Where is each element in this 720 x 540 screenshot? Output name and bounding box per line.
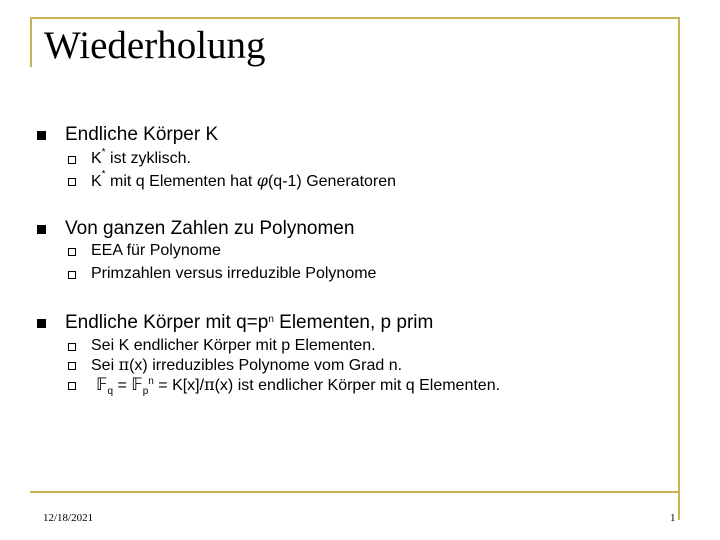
hollow-square-bullet-icon xyxy=(68,382,76,390)
subbullet-text: Sei π(x) irreduzibles Polynome vom Grad n. xyxy=(91,355,403,374)
pi-symbol: π xyxy=(204,375,215,394)
subbullet-text: K* mit q Elementen hat φ(q-1) Generatoren xyxy=(91,169,397,190)
frame-bottom-line xyxy=(30,491,680,493)
square-bullet-icon xyxy=(37,131,46,140)
subbullet-text: K* ist zyklisch. xyxy=(91,147,191,167)
subbullet-text: 𝔽$_q$ = 𝔽$_p^n$ = K[x]/π(x) ist endlicher Körper mit q Elementen. xyxy=(96,375,501,397)
section-heading: Von ganzen Zahlen zu Polynomen xyxy=(65,218,355,239)
square-bullet-icon xyxy=(37,225,46,234)
hollow-square-bullet-icon xyxy=(68,271,76,279)
subbullet-text: EEA für Polynome xyxy=(91,242,221,259)
subbullet-text: Primzahlen versus irreduzible Polynome xyxy=(91,265,377,282)
frame-top-line xyxy=(30,17,678,19)
frame-left-line xyxy=(30,17,32,67)
page-number: 1 xyxy=(670,512,676,524)
subbullet-text: Sei K endlicher Körper mit p Elementen. xyxy=(91,337,376,354)
pi-symbol: π xyxy=(118,355,130,374)
frame-right-line xyxy=(678,17,680,520)
square-bullet-icon xyxy=(37,319,46,328)
section-heading: Endliche Körper mit $q=p^n$ Elementen, p prim xyxy=(65,312,434,333)
hollow-square-bullet-icon xyxy=(68,248,76,256)
phi-symbol: φ xyxy=(256,171,268,190)
hollow-square-bullet-icon xyxy=(68,343,76,351)
section-heading: Endliche Körper K xyxy=(65,124,219,145)
footer-date: 12/18/2021 xyxy=(43,512,94,524)
hollow-square-bullet-icon xyxy=(68,178,76,186)
hollow-square-bullet-icon xyxy=(68,362,76,370)
slide-title: Wiederholung xyxy=(44,24,266,67)
hollow-square-bullet-icon xyxy=(68,156,76,164)
